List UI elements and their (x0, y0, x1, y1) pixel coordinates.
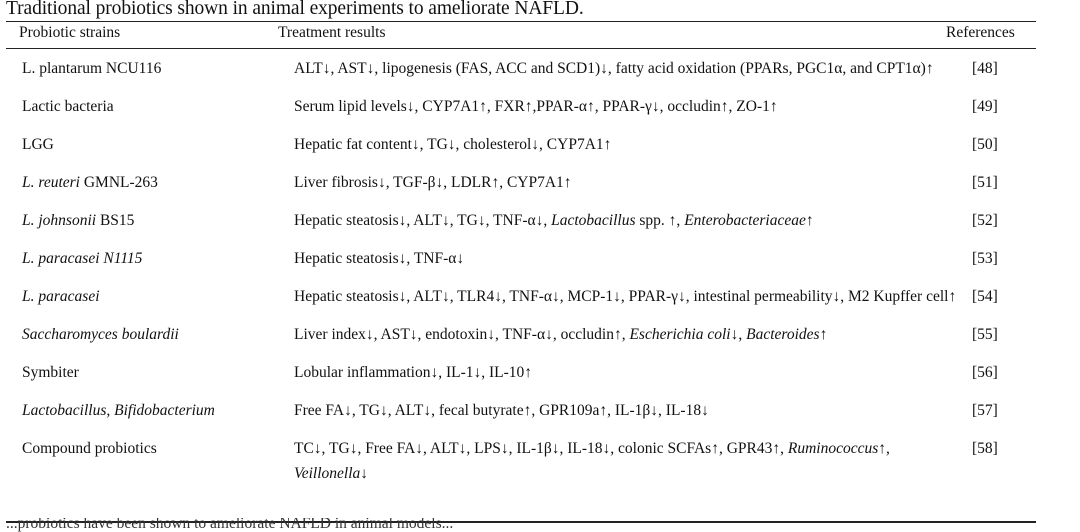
treatment-result-cell: Free FA↓, TG↓, ALT↓, fecal butyrate↑, GPR109a↑, IL-1β↓, IL-18↓ (294, 402, 709, 419)
header-references: References (946, 24, 1015, 41)
table-row (6, 436, 1036, 499)
treatment-result-cell: Hepatic steatosis↓, TNF-α↓ (294, 250, 465, 267)
table-row (6, 170, 1036, 208)
cut-off-body-text: ...probiotics have been shown to ameliorate NAFLD in animal models... (6, 518, 454, 532)
treatment-result-cell: Hepatic fat content↓, TG↓, cholesterol↓, CYP7A1↑ (294, 136, 612, 153)
reference-cell: [58] (972, 440, 998, 457)
header-treatment-results: Treatment results (278, 24, 386, 41)
reference-cell: [52] (972, 212, 998, 229)
table-row (6, 94, 1036, 132)
treatment-result-cell: Liver fibrosis↓, TGF-β↓, LDLR↑, CYP7A1↑ (294, 174, 572, 191)
table-row (6, 360, 1036, 398)
probiotic-strain-cell: L. paracasei N1115 (22, 250, 143, 267)
table-row (6, 56, 1036, 94)
probiotic-strain-cell: L. paracasei (22, 288, 100, 305)
probiotic-strain-cell: Lactobacillus, Bifidobacterium (22, 402, 215, 419)
probiotic-strain-cell: Compound probiotics (22, 440, 157, 457)
treatment-result-cell: Lobular inflammation↓, IL-1↓, IL-10↑ (294, 364, 533, 381)
reference-cell: [57] (972, 402, 998, 419)
probiotic-strain-cell: Symbiter (22, 364, 79, 381)
probiotic-strain-cell: Saccharomyces boulardii (22, 326, 179, 343)
table-row (6, 398, 1036, 436)
table-caption: Traditional probiotics shown in animal experiments to ameliorate NAFLD. (6, 0, 584, 19)
reference-cell: [56] (972, 364, 998, 381)
reference-cell: [48] (972, 60, 998, 77)
probiotic-strain-cell: Lactic bacteria (22, 98, 114, 115)
probiotics-table (6, 56, 1036, 499)
treatment-result-cell: Liver index↓, AST↓, endotoxin↓, TNF-α↓, occludin↑, Escherichia coli↓, Bacteroides↑ (294, 326, 828, 343)
treatment-result-cell: Hepatic steatosis↓, ALT↓, TG↓, TNF-α↓, Lactobacillus spp. ↑, Enterobacteriaceae↑ (294, 212, 814, 229)
table-row (6, 322, 1036, 360)
table-row (6, 246, 1036, 284)
probiotic-strain-cell: L. reuteri GMNL-263 (22, 174, 158, 191)
table-row (6, 284, 1036, 322)
reference-cell: [51] (972, 174, 998, 191)
treatment-result-cell: ALT↓, AST↓, lipogenesis (FAS, ACC and SCD1)↓, fatty acid oxidation (PPARs, PGC1α, and CPT1α)↑ (294, 60, 934, 77)
probiotic-strain-cell: L. plantarum NCU116 (22, 60, 162, 77)
treatment-result-cell: Serum lipid levels↓, CYP7A1↑, FXR↑,PPAR-α↑, PPAR-γ↓, occludin↑, ZO-1↑ (294, 98, 778, 115)
probiotic-strain-cell: L. johnsonii BS15 (22, 212, 135, 229)
header-rule (6, 48, 1036, 49)
top-rule (6, 21, 1036, 22)
probiotic-strain-cell: LGG (22, 136, 54, 153)
table-row (6, 208, 1036, 246)
header-probiotic-strains: Probiotic strains (19, 24, 121, 41)
table-row (6, 132, 1036, 170)
reference-cell: [50] (972, 136, 998, 153)
treatment-result-cell: Hepatic steatosis↓, ALT↓, TLR4↓, TNF-α↓, MCP-1↓, PPAR-γ↓, intestinal permeability↓, M2 Kupffer cell↑ (294, 288, 957, 305)
reference-cell: [55] (972, 326, 998, 343)
reference-cell: [53] (972, 250, 998, 267)
treatment-result-cell: TC↓, TG↓, Free FA↓, ALT↓, LPS↓, IL-1β↓, IL-18↓, colonic SCFAs↑, GPR43↑, Ruminococcus↑, Veillonella↓ (294, 440, 890, 482)
reference-cell: [49] (972, 98, 998, 115)
reference-cell: [54] (972, 288, 998, 305)
